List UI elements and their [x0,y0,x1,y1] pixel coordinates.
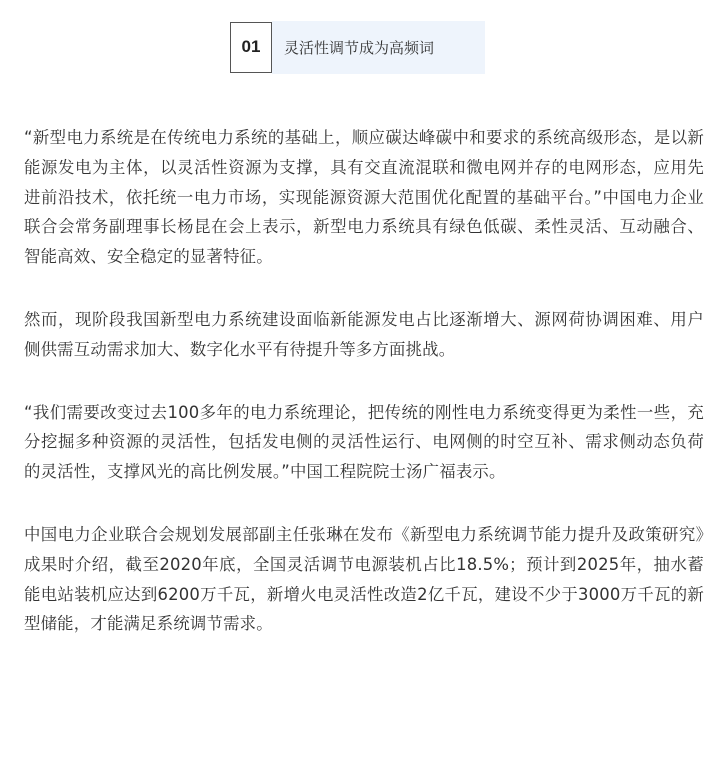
section-header [230,20,485,74]
paragraph-1: “新型电力系统是在传统电力系统的基础上，顺应碳达峰碳中和要求的系统高级形态，是以新能源发电为主体，以灵活性资源为支撑，具有交直流混联和微电网并存的电网形态，应用先进前沿技术，依托统一电力市场，实现能源资源大范围优化配置的基础平台。”中国电力企业联合会常务副理事长杨昆在会上表示，新型电力系统具有绿色低碳、柔性灵活、互动融合、智能高效、安全稳定的显著特征。 [24,128,704,267]
section-title: 灵活性调节成为高频词 [272,21,485,74]
article-body [24,123,704,672]
paragraph-3: “我们需要改变过去100多年的电力系统理论，把传统的刚性电力系统变得更为柔性一些，充分挖掘多种资源的灵活性，包括发电侧的灵活性运行、电网侧的时空互补、需求侧动态负荷的灵活性，支撑风光的高比例发展。”中国工程院院士汤广福表示。 [24,402,704,482]
paragraph-4: 中国电力企业联合会规划发展部副主任张琳在发布《新型电力系统调节能力提升及政策研究》成果时介绍，截至2020年底，全国灵活调节电源装机占比18.5%；预计到2025年，抽水蓄能电站装机应达到6200万千瓦，新增火电灵活性改造2亿千瓦，建设不少于3000万千瓦的新型储能，才能满足系统调节需求。 [24,524,704,634]
section-number: 01 [230,22,272,73]
paragraph-2: 然而，现阶段我国新型电力系统建设面临新能源发电占比逐渐增大、源网荷协调困难、用户侧供需互动需求加大、数字化水平有待提升等多方面挑战。 [24,309,704,359]
